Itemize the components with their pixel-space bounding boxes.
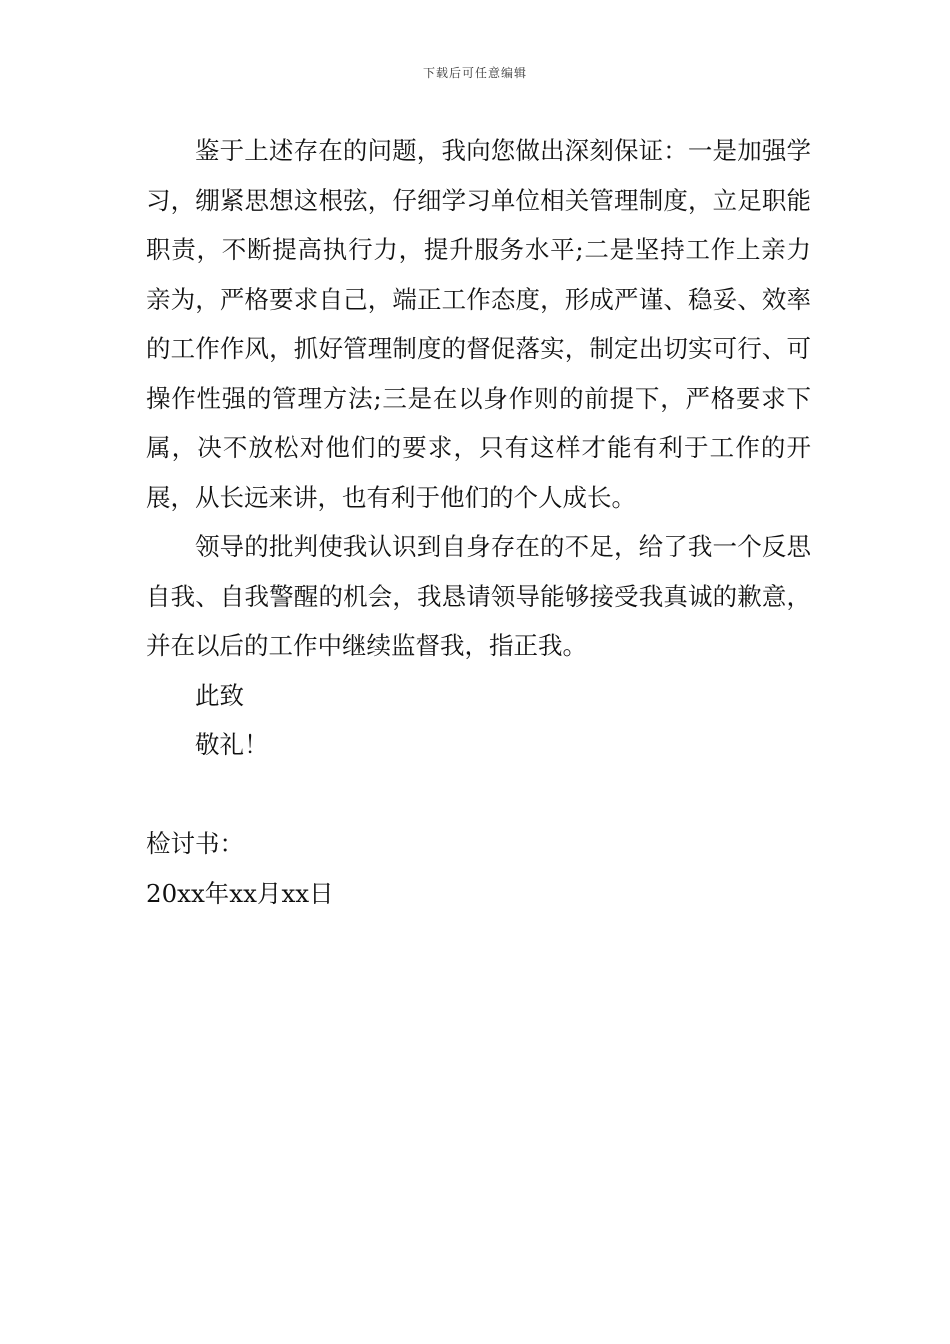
closing-salutation: 此致 — [195, 680, 244, 710]
signature-label: 检讨书： — [146, 829, 244, 858]
letter-body — [146, 126, 811, 918]
page-header-note: 下载后可任意编辑 — [422, 66, 527, 80]
paragraph-commitments: 鉴于上述存在的问题，我向您做出深刻保证：一是加强学习，绷紧思想这根弦，仔细学习单位相关管理制度，立足职能职责，不断提高执行力，提升服务水平;二是坚持工作上亲力亲为，严格要求自己，端正工作态度，形成严谨、稳妥、效率的工作作风，抓好管理制度的督促落实，制定出切实可行、可操作性强的管理方法;三是在以身作则的前提下，严格要求下属，决不放松对他们的要求，只有这样才能有利于工作的开展，从长远来讲，也有利于他们的个人成长。 — [146, 136, 811, 512]
paragraph-apology: 领导的批判使我认识到自身存在的不足，给了我一个反思自我、自我警醒的机会，我恳请领导能够接受我真诚的歉意，并在以后的工作中继续监督我，指正我。 — [146, 532, 811, 660]
closing-regards: 敬礼！ — [195, 730, 269, 759]
letter-date: 20xx年xx月xx日 — [146, 878, 334, 908]
spacer — [146, 770, 811, 820]
